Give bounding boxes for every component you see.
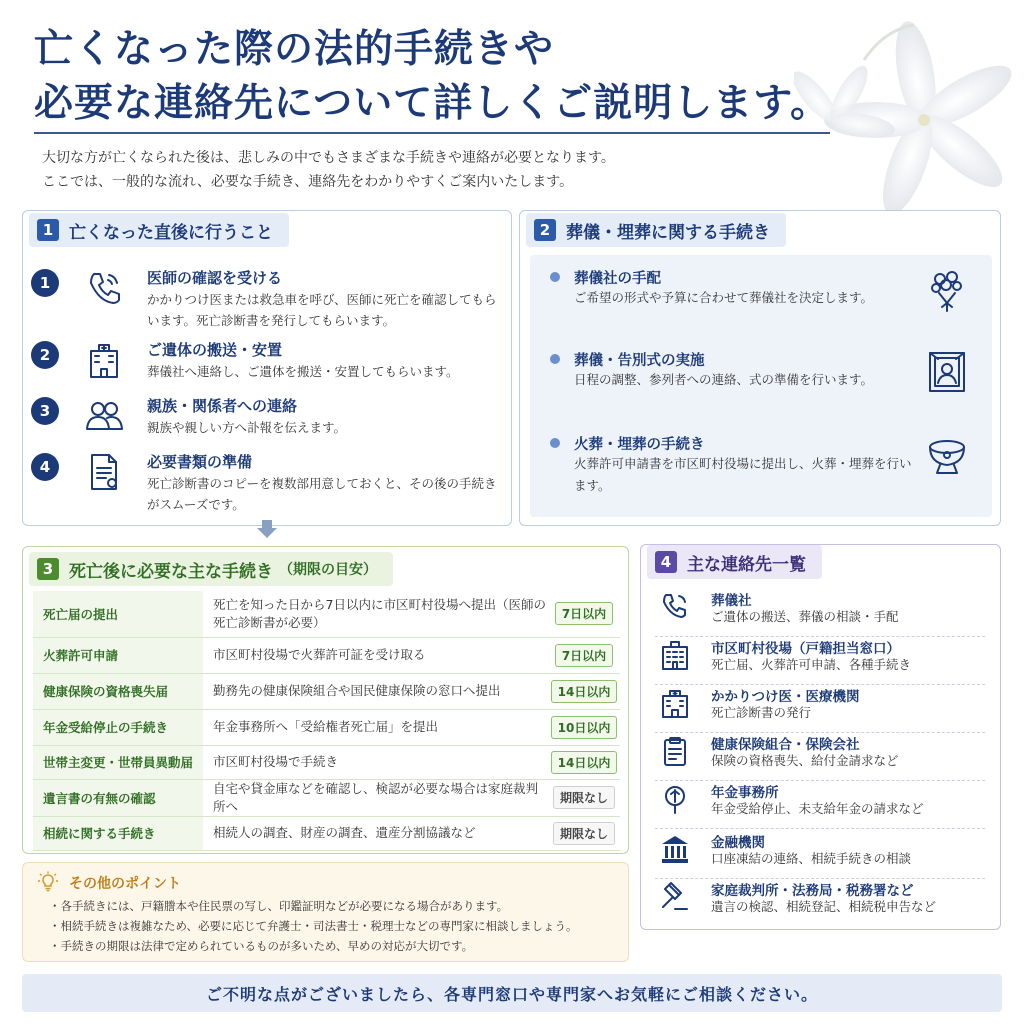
section-funeral-procedures (519, 210, 1001, 526)
title-line-1: 亡くなった際の法的手続きや (34, 26, 555, 72)
flower-bouquet-icon (924, 267, 970, 313)
procedure-name: 死亡届の提出 (33, 591, 203, 637)
contact-description: 死亡診断書の発行 (711, 705, 812, 720)
table-row (33, 745, 620, 779)
contact-title: 年金事務所 (711, 785, 779, 801)
section-3-heading: 死亡後に必要な主な手続き (69, 561, 273, 582)
step-description: 死亡診断書のコピーを複数部用意しておくと、その後の手続きがスムーズです。 (147, 476, 497, 512)
people-icon (83, 395, 125, 437)
step-number: 3 (31, 397, 59, 425)
step-item (31, 267, 506, 337)
contact-title: 市区町村役場（戸籍担当窓口） (711, 641, 900, 657)
step-title: 必要書類の準備 (147, 453, 253, 471)
procedure-name: 火葬許可申請 (33, 637, 203, 673)
section-4-header (647, 545, 822, 579)
deadline-badge: 10日以内 (551, 716, 618, 739)
item-title: 葬儀・告別式の実施 (574, 353, 705, 369)
contact-description: ご遺体の搬送、葬儀の相談・手配 (711, 609, 899, 624)
section-1-header (29, 213, 289, 247)
contact-description: 保険の資格喪失、給付金請求など (711, 753, 899, 768)
contact-title: 家庭裁判所・法務局・税務署など (711, 883, 914, 899)
deadline-badge: 14日以内 (551, 680, 618, 703)
pension-icon (659, 783, 691, 815)
procedure-name: 遺言書の有無の確認 (33, 779, 203, 816)
tips-title: その他のポイント (69, 876, 181, 892)
contact-item (655, 637, 985, 685)
step-number: 1 (31, 269, 59, 297)
item-title: 火葬・埋葬の手続き (574, 437, 705, 453)
procedure-name: 世帯主変更・世帯員異動届 (33, 745, 203, 779)
list-item: ・ 手続きの期限は法律で定められているものが多いため、早めの対応が大切です。 (49, 936, 578, 956)
procedure-description: 死亡を知った日から7日以内に市区町村役場へ提出（医師の死亡診断書が必要） (203, 591, 548, 637)
procedures-table (33, 591, 620, 851)
gavel-icon (659, 881, 691, 913)
clipboard-icon (659, 735, 691, 767)
bank-icon (659, 833, 691, 865)
section-2-number: 2 (534, 219, 556, 241)
contact-item (655, 831, 985, 879)
section-3-header (29, 552, 393, 586)
step-description: かかりつけ医または救急車を呼び、医師に死亡を確認してもらいます。死亡診断書を発行してもらいます。 (147, 292, 497, 328)
intro-text (42, 146, 802, 194)
page-title (34, 22, 834, 130)
procedure-description: 年金事務所へ「受給権者死亡届」を提出 (203, 709, 548, 745)
list-item (550, 433, 970, 493)
deadline-badge: 7日以内 (555, 602, 613, 625)
list-item: ・ 相続手続きは複雑なため、必要に応じて弁護士・司法書士・税理士などの専門家に相談しましょう。 (49, 916, 578, 936)
procedure-description: 市区町村役場で火葬許可証を受け取る (203, 637, 548, 673)
procedure-description: 自宅や貸金庫などを確認し、検認が必要な場合は家庭裁判所へ (203, 779, 548, 816)
contact-item (655, 781, 985, 829)
procedure-description: 市区町村役場で手続き (203, 745, 548, 779)
tips-list (49, 896, 578, 956)
step-item (31, 451, 506, 521)
item-description: ご希望の形式や予算に合わせて葬儀社を決定します。 (574, 290, 874, 305)
contact-description: 死亡届、火葬許可申請、各種手続き (711, 657, 912, 672)
section-contacts (640, 544, 1001, 930)
other-points-box (22, 862, 629, 962)
section-3-number: 3 (37, 558, 59, 580)
section-required-procedures (22, 546, 629, 854)
contact-title: 金融機関 (711, 835, 765, 851)
document-icon (83, 451, 125, 493)
step-title: 医師の確認を受ける (147, 269, 283, 287)
section-1-heading: 亡くなった直後に行うこと (69, 222, 273, 243)
deadline-badge: 14日以内 (551, 751, 618, 774)
procedure-name: 相続に関する手続き (33, 816, 203, 850)
arrow-down-icon (256, 518, 278, 540)
intro-line-1: 大切な方が亡くなられた後は、悲しみの中でもさまざまな手続きや連絡が必要となります。 (42, 150, 615, 166)
section-2-header (526, 213, 786, 247)
section-3-heading-sub: （期限の目安） (279, 562, 377, 578)
section-2-heading: 葬儀・埋葬に関する手続き (566, 222, 770, 243)
step-title: ご遺体の搬送・安置 (147, 341, 283, 359)
hospital-icon (659, 687, 691, 719)
bullet-dot (550, 272, 560, 282)
item-title: 葬儀社の手配 (574, 271, 661, 287)
contact-description: 遺言の検認、相続登記、相続税申告など (711, 899, 937, 914)
section-2-body (530, 255, 992, 517)
section-4-heading: 主な連絡先一覧 (687, 554, 806, 575)
table-row (33, 709, 620, 745)
list-item (550, 267, 970, 327)
contact-item (655, 879, 985, 927)
procedure-name: 健康保険の資格喪失届 (33, 673, 203, 709)
bullet-dot (550, 438, 560, 448)
hospital-icon (83, 339, 125, 381)
phone-icon (83, 267, 125, 309)
step-title: 親族・関係者への連絡 (147, 397, 298, 415)
section-1-number: 1 (37, 219, 59, 241)
deadline-badge: 期限なし (553, 822, 615, 845)
procedure-description: 勤務先の健康保険組合や国民健康保険の窓口へ提出 (203, 673, 548, 709)
contact-title: 葬儀社 (711, 593, 752, 609)
memorial-portrait-icon (924, 349, 970, 395)
contact-item (655, 685, 985, 733)
contact-description: 年金受給停止、未支給年金の請求など (711, 801, 924, 816)
lightbulb-icon (37, 871, 59, 893)
list-item (550, 349, 970, 409)
step-description: 親族や親しい方へ訃報を伝えます。 (147, 420, 347, 435)
list-item: ・ 各手続きには、戸籍謄本や住民票の写し、印鑑証明などが必要になる場合があります。 (49, 896, 578, 916)
urn-icon (924, 433, 970, 479)
section-immediate-actions (22, 210, 512, 526)
step-number: 2 (31, 341, 59, 369)
intro-line-2: ここでは、一般的な流れ、必要な手続き、連絡先をわかりやすくご案内いたします。 (42, 174, 574, 190)
footer-banner: ご不明な点がございましたら、各専門窓口や専門家へお気軽にご相談ください。 (22, 974, 1002, 1012)
deadline-badge: 期限なし (553, 786, 615, 809)
contact-title: かかりつけ医・医療機関 (711, 689, 860, 705)
section-4-number: 4 (655, 551, 677, 573)
procedure-description: 相続人の調査、財産の調査、遺産分割協議など (203, 816, 548, 850)
contact-item (655, 589, 985, 637)
phone-icon (659, 591, 691, 623)
table-row (33, 591, 620, 637)
item-description: 火葬許可申請書を市区町村役場に提出し、火葬・埋葬を行います。 (574, 456, 912, 493)
title-divider (34, 132, 830, 134)
contact-title: 健康保険組合・保険会社 (711, 737, 860, 753)
step-description: 葬儀社へ連絡し、ご遺体を搬送・安置してもらいます。 (147, 364, 459, 379)
title-line-2: 必要な連絡先について詳しくご説明します。 (34, 80, 831, 126)
table-row (33, 637, 620, 673)
procedure-name: 年金受給停止の手続き (33, 709, 203, 745)
table-row (33, 673, 620, 709)
deadline-badge: 7日以内 (555, 644, 613, 667)
step-number: 4 (31, 453, 59, 481)
table-row (33, 779, 620, 816)
item-description: 日程の調整、参列者への連絡、式の準備を行います。 (574, 372, 874, 387)
bullet-dot (550, 354, 560, 364)
contact-item (655, 733, 985, 781)
city-hall-icon (659, 639, 691, 671)
table-row (33, 816, 620, 850)
contact-description: 口座凍結の連絡、相続手続きの相談 (711, 851, 912, 866)
